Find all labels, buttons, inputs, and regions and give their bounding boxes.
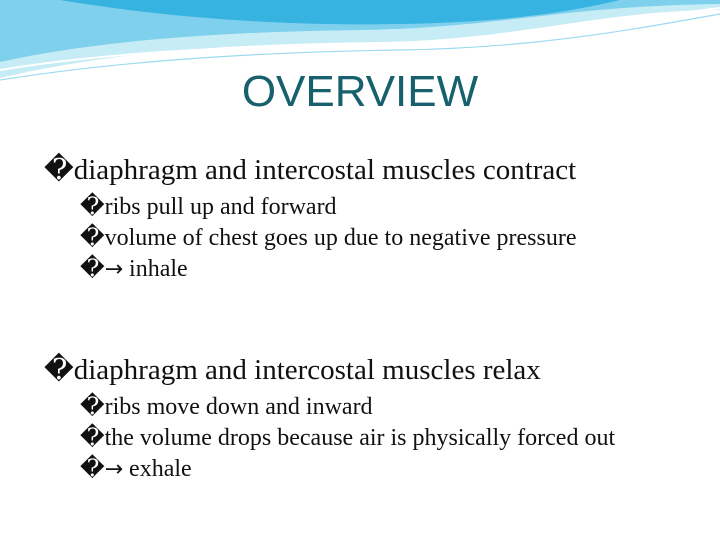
arrow-right-icon: →: [104, 457, 124, 482]
section-heading: �diaphragm and intercostal muscles relax: [44, 354, 541, 386]
bullet-icon: �: [80, 225, 105, 251]
arrow-right-icon: →: [104, 257, 124, 282]
bullet-icon: �: [80, 394, 105, 420]
sub-bullet: �volume of chest goes up due to negative pressure: [80, 225, 577, 251]
bullet-icon: �: [44, 354, 74, 386]
sub-bullet: �ribs move down and inward: [80, 394, 373, 420]
bullet-icon: �: [80, 425, 105, 451]
bullet-icon: �: [80, 456, 105, 482]
sub-bullet-result: �→ exhale: [80, 456, 192, 482]
bullet-icon: �: [80, 256, 105, 282]
bullet-icon: �: [80, 194, 105, 220]
sub-bullet: �ribs pull up and forward: [80, 194, 337, 220]
bullet-icon: �: [44, 154, 74, 186]
section-contract: [44, 150, 704, 283]
section-relax: [44, 350, 704, 483]
sub-bullet-result: �→ inhale: [80, 256, 188, 282]
sub-bullet: �the volume drops because air is physically forced out: [80, 425, 616, 451]
section-heading: �diaphragm and intercostal muscles contract: [44, 154, 577, 186]
slide-title: OVERVIEW: [241, 67, 479, 116]
